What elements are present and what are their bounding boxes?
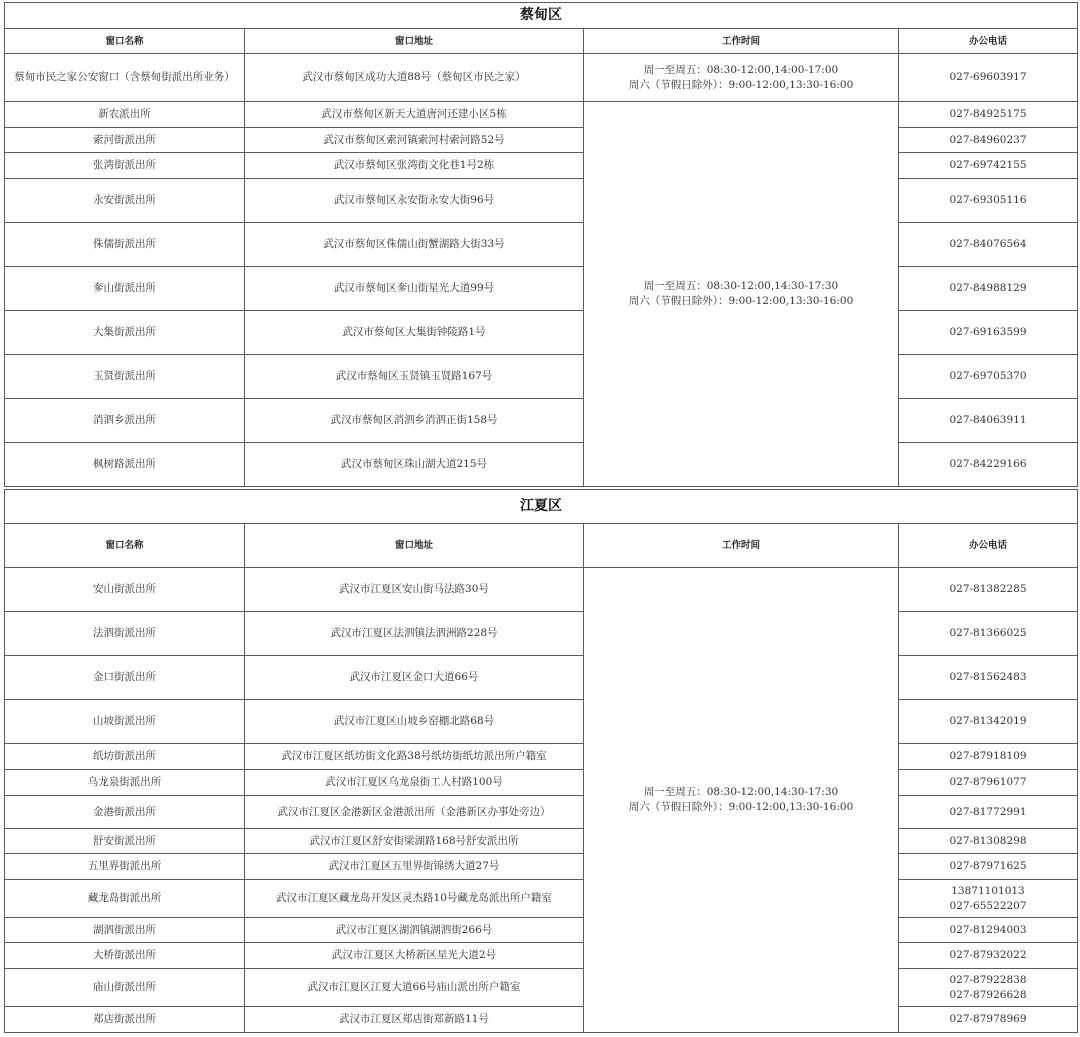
table-row xyxy=(5,102,1078,128)
table-row xyxy=(5,153,1078,179)
window-name: 蔡甸市民之家公安窗口（含蔡甸街派出所业务） xyxy=(5,54,245,102)
window-address: 武汉市蔡甸区索河镇索河村索河路52号 xyxy=(245,128,584,153)
phone-number: 027-69705370 xyxy=(899,355,1078,399)
window-address: 武汉市江夏区金口大道66号 xyxy=(245,656,584,700)
jiangxia-header-row xyxy=(5,524,1078,568)
window-address: 武汉市江夏区山坡乡窑棚北路68号 xyxy=(245,700,584,744)
window-name: 大桥街派出所 xyxy=(5,943,245,969)
window-name: 乌龙泉街派出所 xyxy=(5,770,245,796)
table-row xyxy=(5,1007,1078,1033)
window-address: 武汉市江夏区大桥新区星光大道2号 xyxy=(245,943,584,969)
header-name: 窗口名称 xyxy=(5,29,245,54)
window-name: 侏儒街派出所 xyxy=(5,223,245,267)
header-name: 窗口名称 xyxy=(5,524,245,568)
window-name: 安山街派出所 xyxy=(5,568,245,612)
header-hours: 工作时间 xyxy=(584,29,899,54)
phone-number: 027-87918109 xyxy=(899,744,1078,770)
table-row xyxy=(5,399,1078,443)
window-address: 武汉市蔡甸区永安街永安大街96号 xyxy=(245,179,584,223)
table-row xyxy=(5,854,1078,880)
table-row xyxy=(5,223,1078,267)
jiangxia-table xyxy=(4,489,1078,1033)
work-hours: 周一至周五：08:30-12:00,14:00-17:00 周六（节假日除外）：9:00-12:00,13:30-16:00 xyxy=(584,54,899,102)
caidian-title: 蔡甸区 xyxy=(5,3,1078,29)
table-row xyxy=(5,311,1078,355)
window-name: 庙山街派出所 xyxy=(5,969,245,1007)
window-name: 大集街派出所 xyxy=(5,311,245,355)
table-row xyxy=(5,443,1078,487)
window-name: 枫树路派出所 xyxy=(5,443,245,487)
phone-number: 027-87978969 xyxy=(899,1007,1078,1033)
window-name: 永安街派出所 xyxy=(5,179,245,223)
window-address: 武汉市江夏区湖泗镇湖泗街266号 xyxy=(245,918,584,943)
work-hours: 周一至周五：08:30-12:00,14:30-17:30 周六（节假日除外）：9:00-12:00,13:30-16:00 xyxy=(584,102,899,487)
window-name: 藏龙岛街派出所 xyxy=(5,880,245,918)
header-address: 窗口地址 xyxy=(245,29,584,54)
phone-number: 027-81308298 xyxy=(899,829,1078,854)
table-row xyxy=(5,918,1078,943)
window-name: 金口街派出所 xyxy=(5,656,245,700)
phone-number: 13871101013 027-65522207 xyxy=(899,880,1078,918)
phone-number: 027-81562483 xyxy=(899,656,1078,700)
phone-number: 027-81366025 xyxy=(899,612,1078,656)
table-row xyxy=(5,700,1078,744)
phone-number: 027-87961077 xyxy=(899,770,1078,796)
table-row xyxy=(5,829,1078,854)
window-name: 索河街派出所 xyxy=(5,128,245,153)
window-name: 舒安街派出所 xyxy=(5,829,245,854)
table-row xyxy=(5,128,1078,153)
window-name: 金港街派出所 xyxy=(5,796,245,829)
window-address: 武汉市江夏区乌龙泉街工人村路100号 xyxy=(245,770,584,796)
window-address: 武汉市江夏区郑店街郑新路11号 xyxy=(245,1007,584,1033)
table-row xyxy=(5,656,1078,700)
window-address: 武汉市江夏区江夏大道66号庙山派出所户籍室 xyxy=(245,969,584,1007)
window-address: 武汉市蔡甸区侏儒山街蟹湖路大街33号 xyxy=(245,223,584,267)
phone-number: 027-84076564 xyxy=(899,223,1078,267)
window-name: 纸坊街派出所 xyxy=(5,744,245,770)
phone-number: 027-84229166 xyxy=(899,443,1078,487)
window-name: 山坡街派出所 xyxy=(5,700,245,744)
window-name: 消泗乡派出所 xyxy=(5,399,245,443)
phone-number: 027-69163599 xyxy=(899,311,1078,355)
caidian-header-row xyxy=(5,29,1078,54)
phone-number: 027-84988129 xyxy=(899,267,1078,311)
jiangxia-title: 江夏区 xyxy=(5,490,1078,524)
window-address: 武汉市江夏区五里界街锦绣大道27号 xyxy=(245,854,584,880)
table-row xyxy=(5,880,1078,918)
phone-number: 027-81342019 xyxy=(899,700,1078,744)
work-hours: 周一至周五：08:30-12:00,14:30-17:30 周六（节假日除外）：9:00-12:00,13:30-16:00 xyxy=(584,568,899,1033)
table-row xyxy=(5,612,1078,656)
phone-number: 027-84925175 xyxy=(899,102,1078,128)
header-address: 窗口地址 xyxy=(245,524,584,568)
window-name: 玉贤街派出所 xyxy=(5,355,245,399)
table-row xyxy=(5,355,1078,399)
window-name: 法泗街派出所 xyxy=(5,612,245,656)
window-address: 武汉市蔡甸区玉贤镇玉贤路167号 xyxy=(245,355,584,399)
table-row xyxy=(5,770,1078,796)
window-address: 武汉市江夏区舒安街梁湖路168号舒安派出所 xyxy=(245,829,584,854)
header-hours: 工作时间 xyxy=(584,524,899,568)
window-address: 武汉市江夏区安山街马法路30号 xyxy=(245,568,584,612)
window-address: 武汉市江夏区法泗镇法泗洲路228号 xyxy=(245,612,584,656)
window-address: 武汉市江夏区藏龙岛开发区灵杰路10号藏龙岛派出所户籍室 xyxy=(245,880,584,918)
window-address: 武汉市蔡甸区大集街钟陵路1号 xyxy=(245,311,584,355)
window-address: 武汉市蔡甸区奓山街星光大道99号 xyxy=(245,267,584,311)
caidian-table xyxy=(4,2,1078,487)
window-address: 武汉市蔡甸区珠山湖大道215号 xyxy=(245,443,584,487)
window-address: 武汉市蔡甸区成功大道88号（蔡甸区市民之家） xyxy=(245,54,584,102)
table-row xyxy=(5,568,1078,612)
phone-number: 027-69603917 xyxy=(899,54,1078,102)
phone-number: 027-87932022 xyxy=(899,943,1078,969)
table-row xyxy=(5,744,1078,770)
window-name: 郑店街派出所 xyxy=(5,1007,245,1033)
window-name: 奓山街派出所 xyxy=(5,267,245,311)
table-row xyxy=(5,796,1078,829)
header-phone: 办公电话 xyxy=(899,524,1078,568)
phone-number: 027-87971625 xyxy=(899,854,1078,880)
phone-number: 027-69742155 xyxy=(899,153,1078,179)
phone-number: 027-81382285 xyxy=(899,568,1078,612)
window-address: 武汉市蔡甸区张湾街文化巷1号2栋 xyxy=(245,153,584,179)
phone-number: 027-81772991 xyxy=(899,796,1078,829)
phone-number: 027-84960237 xyxy=(899,128,1078,153)
header-phone: 办公电话 xyxy=(899,29,1078,54)
table-row xyxy=(5,54,1078,102)
window-name: 湖泗街派出所 xyxy=(5,918,245,943)
window-address: 武汉市蔡甸区消泗乡消泗正街158号 xyxy=(245,399,584,443)
phone-number: 027-81294003 xyxy=(899,918,1078,943)
window-address: 武汉市江夏区金港新区金港派出所（金港新区办事处旁边） xyxy=(245,796,584,829)
table-row xyxy=(5,943,1078,969)
window-address: 武汉市江夏区纸坊街文化路38号纸坊街纸坊派出所户籍室 xyxy=(245,744,584,770)
window-name: 五里界街派出所 xyxy=(5,854,245,880)
window-name: 新农派出所 xyxy=(5,102,245,128)
window-name: 张湾街派出所 xyxy=(5,153,245,179)
phone-number: 027-84063911 xyxy=(899,399,1078,443)
table-row xyxy=(5,179,1078,223)
phone-number: 027-87922838 027-87926628 xyxy=(899,969,1078,1007)
table-row xyxy=(5,267,1078,311)
table-row xyxy=(5,969,1078,1007)
phone-number: 027-69305116 xyxy=(899,179,1078,223)
window-address: 武汉市蔡甸区新天大道唐河还建小区5栋 xyxy=(245,102,584,128)
